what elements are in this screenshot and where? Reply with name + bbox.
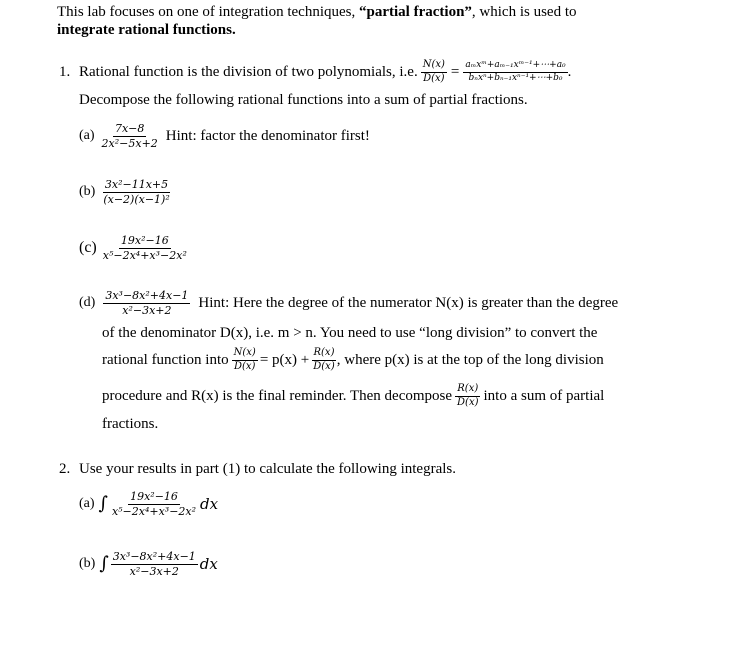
q1a-hint: Hint: factor the denominator first!	[165, 128, 370, 144]
q2b-denominator: x²−3x+2	[129, 564, 179, 578]
q1-instruction: Decompose the following rational functions into a sum of partial fractions.	[79, 92, 528, 108]
q1c-fraction	[101, 235, 189, 261]
q2a-numerator: 19x²−16	[130, 489, 178, 503]
q1d-hint-line-1: Hint: Here the degree of the numerator N(x) is greater than the degree	[198, 295, 619, 311]
intro-text-end: , which is used to	[471, 4, 577, 20]
q1-rational-fraction	[421, 60, 447, 84]
q2-number: 2.	[59, 461, 71, 477]
intro-text: This lab focuses on one of integration techniques,	[57, 4, 360, 20]
intro-line-1	[57, 3, 577, 21]
q1-number: 1.	[59, 64, 71, 80]
q1c-label: (c)	[79, 239, 97, 256]
q1d-line-2: of the denominator D(x), i.e. m > n. You need to use “long division” to convert the	[102, 325, 598, 341]
q1c-denominator: x⁵−2x⁴+x³−2x²	[102, 248, 187, 262]
q1-frac-numerator: N(x)	[421, 60, 447, 73]
q2b-integral-sign: ∫	[99, 553, 109, 574]
q1b-fraction	[101, 179, 171, 205]
q1d-fraction	[103, 290, 190, 316]
q2a-dx: dx	[200, 495, 219, 513]
q1-frac-denominator: D(x)	[423, 72, 445, 84]
q1d-row	[79, 283, 618, 323]
q1d-line3-f2-num: R(x)	[312, 348, 337, 361]
q1a-label: (a)	[79, 128, 95, 143]
q1c-numerator: 19x²−16	[120, 233, 169, 247]
q1a-row	[79, 117, 370, 155]
q2b-label: (b)	[79, 556, 96, 571]
q1d-line3-f1-num: N(x)	[232, 348, 258, 361]
q1c-row	[79, 228, 189, 268]
q1-definition	[79, 56, 571, 88]
q1d-line3-post: , where p(x) is at the top of the long division	[336, 352, 604, 368]
q2-text: Use your results in part (1) to calculate the following integrals.	[79, 461, 456, 477]
q1d-line4-f-num: R(x)	[455, 384, 480, 397]
q1d-line4-fraction	[455, 384, 480, 408]
q1d-line3-mid: = p(x) +	[259, 352, 310, 368]
q1a-denominator: 2x²−5x+2	[101, 136, 158, 150]
q1d-line4-text: procedure and R(x) is the final reminder. Then decompose	[102, 388, 453, 404]
q2a-row	[79, 486, 218, 522]
q1b-label: (b)	[79, 184, 96, 199]
q1d-line3-fraction-1	[232, 348, 258, 372]
q1d-line3-text: rational function into	[102, 352, 229, 368]
q2a-integral-sign: ∫	[98, 493, 108, 514]
q1d-line3-f2-den: D(x)	[313, 360, 335, 372]
q1a-fraction	[100, 123, 160, 149]
q1-text: Rational function is the division of two polynomials, i.e.	[79, 64, 418, 80]
q1-equals: =	[450, 64, 460, 80]
q1d-label: (d)	[79, 295, 96, 310]
intro-bold-term: “partial fraction”	[359, 4, 472, 20]
q1d-line4-post: into a sum of partial	[483, 388, 605, 404]
q1d-denominator: x²−3x+2	[122, 303, 172, 317]
q1d-line-3	[102, 343, 604, 377]
q1-period: .	[567, 64, 572, 80]
q1d-line4-f-den: D(x)	[457, 396, 479, 408]
q1b-numerator: 3x²−11x+5	[104, 177, 169, 191]
q1d-numerator: 3x³−8x²+4x−1	[105, 288, 189, 302]
q1b-row	[79, 172, 172, 212]
q1-polynomial-fraction	[463, 61, 567, 83]
q2a-label: (a)	[79, 496, 95, 511]
q2b-row	[79, 546, 218, 582]
q2a-denominator: x⁵−2x⁴+x³−2x²	[111, 504, 197, 518]
q1d-line-4	[102, 379, 604, 413]
q1a-numerator: 7x−8	[114, 121, 145, 135]
q2b-fraction	[111, 551, 198, 577]
q1d-line3-fraction-2	[311, 348, 336, 372]
q1-poly-numerator: aₘxᵐ+aₘ₋₁xᵐ⁻¹+⋯+a₀	[463, 61, 567, 72]
q1d-line3-f1-den: D(x)	[234, 360, 256, 372]
q1d-line-5: fractions.	[102, 416, 159, 432]
q1-poly-denominator: bₙxⁿ+bₙ₋₁xⁿ⁻¹+⋯+b₀	[468, 72, 563, 83]
q2b-numerator: 3x³−8x²+4x−1	[112, 549, 196, 563]
q1b-denominator: (x−2)(x−1)²	[103, 192, 170, 206]
q2a-fraction	[110, 491, 198, 517]
intro-line-2: integrate rational functions.	[57, 22, 236, 38]
q2b-dx: dx	[199, 555, 218, 573]
